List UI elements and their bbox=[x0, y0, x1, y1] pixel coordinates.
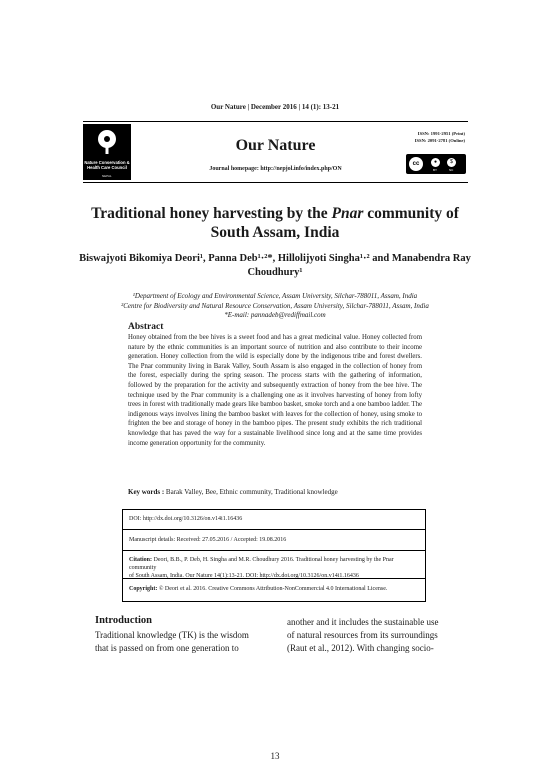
author-list: Biswajyoti Bikomiya Deori¹, Panna Deb¹·²*, Hillolijyoti Singha¹·² and Manabendra Ray Choudhury¹ bbox=[79, 253, 471, 278]
journal-masthead bbox=[83, 121, 468, 183]
abstract-text: Honey obtained from the bee hives is a sweet food and has a great medicinal value. Honey collected from nature by the ethnic communities is an important source of nutrition and also contribute to their income generation. Honey collection from the wild is especially done by the indigenous tribe and forest dwellers. The Pnar community living in Barak Valley, South Assam is also engaged in the collection of honey from the forest, especially during the spring season. The process starts with the gathering of information, followed by the preparation for the activity and subsequently extraction of honey from the bee hive. The technique used by the Pnar community is a challenging one as it involves harvesting of honey from lofty trees in forest with traditionally made gears like bamboo basket, smoke torch and a one bamboo ladder. The indigenous ways involves lining the bamboo basket with leaves for the collection of honey, using smoke to frighten the bee and storage of honey in the bamboo pipes. The present study exhibits the rich traditional knowledge that has paved the way for a sustainable livelihood since long and at the same time provides income generation opportunity for the community. bbox=[128, 334, 422, 447]
intro-right-column: another and it includes the sustainable use of natural resources from its surroundings (Raut et al., 2012). With changing socio- bbox=[287, 617, 439, 653]
attribution-icon: ● bbox=[431, 158, 440, 167]
divider bbox=[123, 578, 425, 579]
affiliations bbox=[0, 292, 550, 321]
divider bbox=[123, 550, 425, 551]
corresponding-email[interactable]: *E-mail: pannadeb@rediffmail.com bbox=[224, 311, 326, 319]
running-head: Our Nature | December 2016 | 14 (1): 13-21 bbox=[210, 103, 340, 111]
issn-print: ISSN: 1991-2951 (Print) bbox=[417, 131, 465, 136]
cc-label-by: BY bbox=[433, 168, 438, 172]
issn-online: ISSN: 2091-2781 (Online) bbox=[414, 138, 465, 143]
keywords: Key words : Barak Valley, Bee, Ethnic community, Traditional knowledge bbox=[128, 488, 338, 496]
intro-left-column: Traditional knowledge (TK) is the wisdom that is passed on from one generation to bbox=[95, 630, 249, 653]
abstract-heading: Abstract bbox=[128, 322, 164, 332]
logo-text: Nature Conservation & Health Care Council bbox=[84, 160, 130, 170]
cc-license-badge[interactable] bbox=[406, 154, 466, 174]
citation: Citation: Deori, B.B., P. Deb, H. Singha and M.R. Choudhury 2016. Traditional honey harvesting by the Pnar community of South Assam, India. Our Nature 14(1):13-21. DOI: http://dx.doi.org/10.3126/on.v14i1.16436 bbox=[129, 557, 394, 579]
journal-homepage[interactable]: Journal homepage: http://nepjol.info/index.php/ON bbox=[209, 166, 342, 172]
copyright: Copyright: © Deori et al. 2016. Creative Commons Attribution-NonCommercial 4.0 International License. bbox=[129, 586, 388, 592]
cc-label-nc: NC bbox=[449, 168, 454, 172]
introduction-heading: Introduction bbox=[95, 615, 152, 626]
logo-country: NEPAL bbox=[102, 175, 112, 178]
manuscript-details: Manuscript details: Received: 27.05.2016 / Accepted: 19.08.2016 bbox=[129, 537, 287, 543]
article-info-box bbox=[122, 509, 426, 602]
affiliation-1: ¹Department of Ecology and Environmental Science, Assam University, Silchar-788011, Assam, India bbox=[132, 292, 418, 300]
divider bbox=[123, 529, 425, 530]
journal-name: Our Nature bbox=[235, 137, 316, 154]
affiliation-2: ²Centre for Biodiversity and Natural Resource Conservation, Assam University, Silchar-788011, Assam, India bbox=[121, 301, 429, 310]
cc-icon: cc bbox=[409, 157, 423, 171]
doi-link[interactable]: DOI: http://dx.doi.org/10.3126/on.v14i1.16436 bbox=[129, 516, 243, 522]
noncommercial-icon: $ bbox=[447, 158, 456, 167]
article-title: Traditional honey harvesting by the Pnar community of South Assam, India bbox=[91, 205, 459, 241]
page-number: 13 bbox=[270, 751, 280, 761]
